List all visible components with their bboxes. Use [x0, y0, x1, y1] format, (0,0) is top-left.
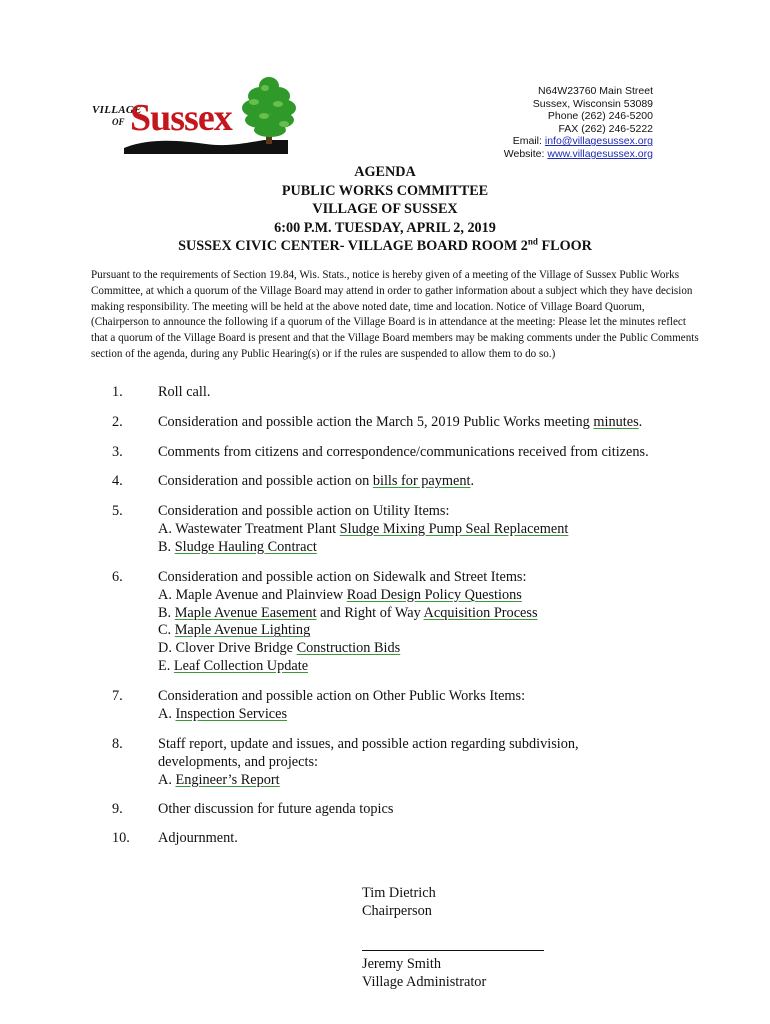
sub-item-text: A. Maple Avenue and Plainview — [158, 586, 347, 603]
title-location-sup: nd — [527, 236, 538, 247]
leaf-collection-link[interactable]: Leaf Collection Update — [173, 657, 309, 674]
easement-link[interactable]: Maple Avenue Easement — [174, 604, 317, 621]
minutes-link[interactable]: minutes — [593, 414, 639, 430]
email-label: Email: — [512, 135, 542, 148]
bills-link[interactable]: bills for payment — [372, 473, 471, 489]
lighting-link[interactable]: Maple Avenue Lighting — [174, 622, 311, 639]
village-logo — [88, 74, 304, 156]
address-phone: Phone (262) 246-5200 — [547, 110, 653, 123]
sub-item-text: B. — [158, 538, 175, 555]
road-design-link[interactable]: Road Design Policy Questions — [346, 586, 522, 603]
address-street: N64W23760 Main Street — [538, 85, 653, 97]
sub-item — [158, 772, 718, 790]
item-text-part: Consideration and possible action the March 5, 2019 Public Works meeting — [158, 414, 594, 430]
item-number: 10. — [112, 830, 130, 846]
sludge-hauling-link[interactable]: Sludge Hauling Contract — [174, 538, 317, 555]
address-city: Sussex, Wisconsin 53089 — [532, 97, 653, 110]
chair-signature — [362, 884, 436, 920]
signature-line — [362, 950, 544, 951]
title-committee: PUBLIC WORKS COMMITTEE — [281, 182, 489, 199]
item-text-tail: . — [470, 473, 475, 489]
engineer-report-link[interactable]: Engineer’s Report — [175, 771, 280, 788]
title-agenda: AGENDA — [354, 164, 416, 180]
admin-title: Village Administrator — [362, 974, 487, 990]
sub-item — [158, 539, 718, 557]
sub-item-text: C. — [158, 622, 175, 639]
agenda-title — [0, 163, 770, 256]
sub-item — [158, 605, 718, 623]
item-text — [158, 569, 718, 676]
admin-signature — [362, 955, 486, 991]
item-text-tail: . — [638, 414, 643, 430]
item-text — [158, 414, 718, 432]
sub-item-text: A. — [158, 771, 176, 788]
sub-item — [158, 706, 718, 724]
logo-of-text: OF — [112, 117, 125, 127]
address-email-row — [504, 135, 653, 148]
title-datetime: 6:00 P.M. TUESDAY, APRIL 2, 2019 — [274, 219, 496, 236]
sub-item — [158, 521, 718, 539]
item-text — [158, 473, 718, 491]
website-label: Website: — [503, 147, 545, 160]
email-link[interactable]: info@villagesussex.org — [544, 135, 653, 148]
sub-item — [158, 587, 718, 605]
address-block — [504, 85, 653, 161]
item-heading-cont: developments, and projects: — [158, 753, 319, 770]
item-number: 7. — [112, 688, 123, 704]
item-text: Other discussion for future agenda topics — [158, 801, 394, 817]
website-link[interactable]: www.villagesussex.org — [547, 147, 653, 160]
title-location-floor: FLOOR — [537, 238, 592, 254]
item-text — [158, 736, 718, 789]
item-text — [158, 503, 718, 556]
item-text — [158, 688, 718, 724]
item-number: 6. — [112, 569, 123, 585]
construction-bids-link[interactable]: Construction Bids — [296, 640, 401, 657]
sub-item-text: and Right of Way — [316, 604, 424, 621]
sub-item-text: A. Wastewater Treatment Plant — [158, 520, 340, 537]
item-number: 4. — [112, 473, 123, 489]
chair-name: Tim Dietrich — [362, 885, 436, 901]
title-location — [0, 237, 770, 256]
item-text: Roll call. — [158, 384, 211, 400]
acquisition-link[interactable]: Acquisition Process — [423, 604, 538, 621]
item-text: Comments from citizens and correspondence/communications received from citizens. — [158, 444, 649, 460]
sub-item-text: D. Clover Drive Bridge — [158, 640, 297, 657]
title-village: VILLAGE OF SUSSEX — [312, 201, 458, 217]
inspection-link[interactable]: Inspection Services — [175, 705, 288, 722]
sludge-pump-link[interactable]: Sludge Mixing Pump Seal Replacement — [339, 520, 569, 537]
address-fax: FAX (262) 246-5222 — [558, 122, 653, 135]
sub-item-text: A. — [158, 705, 176, 722]
item-heading: Consideration and possible action on Sidewalk and Street Items: — [158, 569, 527, 585]
item-number: 3. — [112, 444, 123, 460]
chair-title: Chairperson — [362, 903, 432, 919]
item-number: 9. — [112, 801, 123, 817]
title-location-text: SUSSEX CIVIC CENTER- VILLAGE BOARD ROOM 2 — [178, 238, 528, 254]
logo-village-text: VILLAGE — [92, 104, 142, 116]
sub-item-text: E. — [158, 657, 174, 674]
sub-item — [158, 658, 718, 676]
item-number: 1. — [112, 384, 123, 400]
sub-item-text: B. — [158, 604, 175, 621]
address-website-row — [504, 148, 653, 161]
item-text-part: Consideration and possible action on — [158, 473, 373, 489]
admin-name: Jeremy Smith — [362, 956, 442, 972]
sub-item — [158, 640, 718, 658]
item-number: 5. — [112, 503, 123, 519]
item-heading: Consideration and possible action on Other Public Works Items: — [158, 688, 526, 704]
intro-paragraph: Pursuant to the requirements of Section 19.84, Wis. Stats., notice is hereby given of a meeting of the Village of Sussex Public Works Committee, at which a quorum of the Village Board may attend in order to gather information about a subject which they have decision making responsibility. The meeting will be held at the above noted date, time and location. Notice of Village Board Quorum, (Chairperson to announce the following if a quorum of the Village Board is in attendance at the meeting: Please let the minutes reflect that a quorum of the Village Board is present and that the Village Board members may be making comments under the Public Comments section of the agenda, during any Public Hearing(s) or if the rules are suspended to allow them to do so.) — [91, 269, 699, 360]
item-number: 8. — [112, 736, 123, 752]
sub-item — [158, 622, 718, 640]
item-text: Adjournment. — [158, 830, 238, 846]
item-heading: Staff report, update and issues, and possible action regarding subdivision, — [158, 736, 579, 752]
item-number: 2. — [112, 414, 123, 430]
logo-sussex-text: Sussex — [130, 97, 232, 139]
item-heading: Consideration and possible action on Utility Items: — [158, 503, 450, 519]
